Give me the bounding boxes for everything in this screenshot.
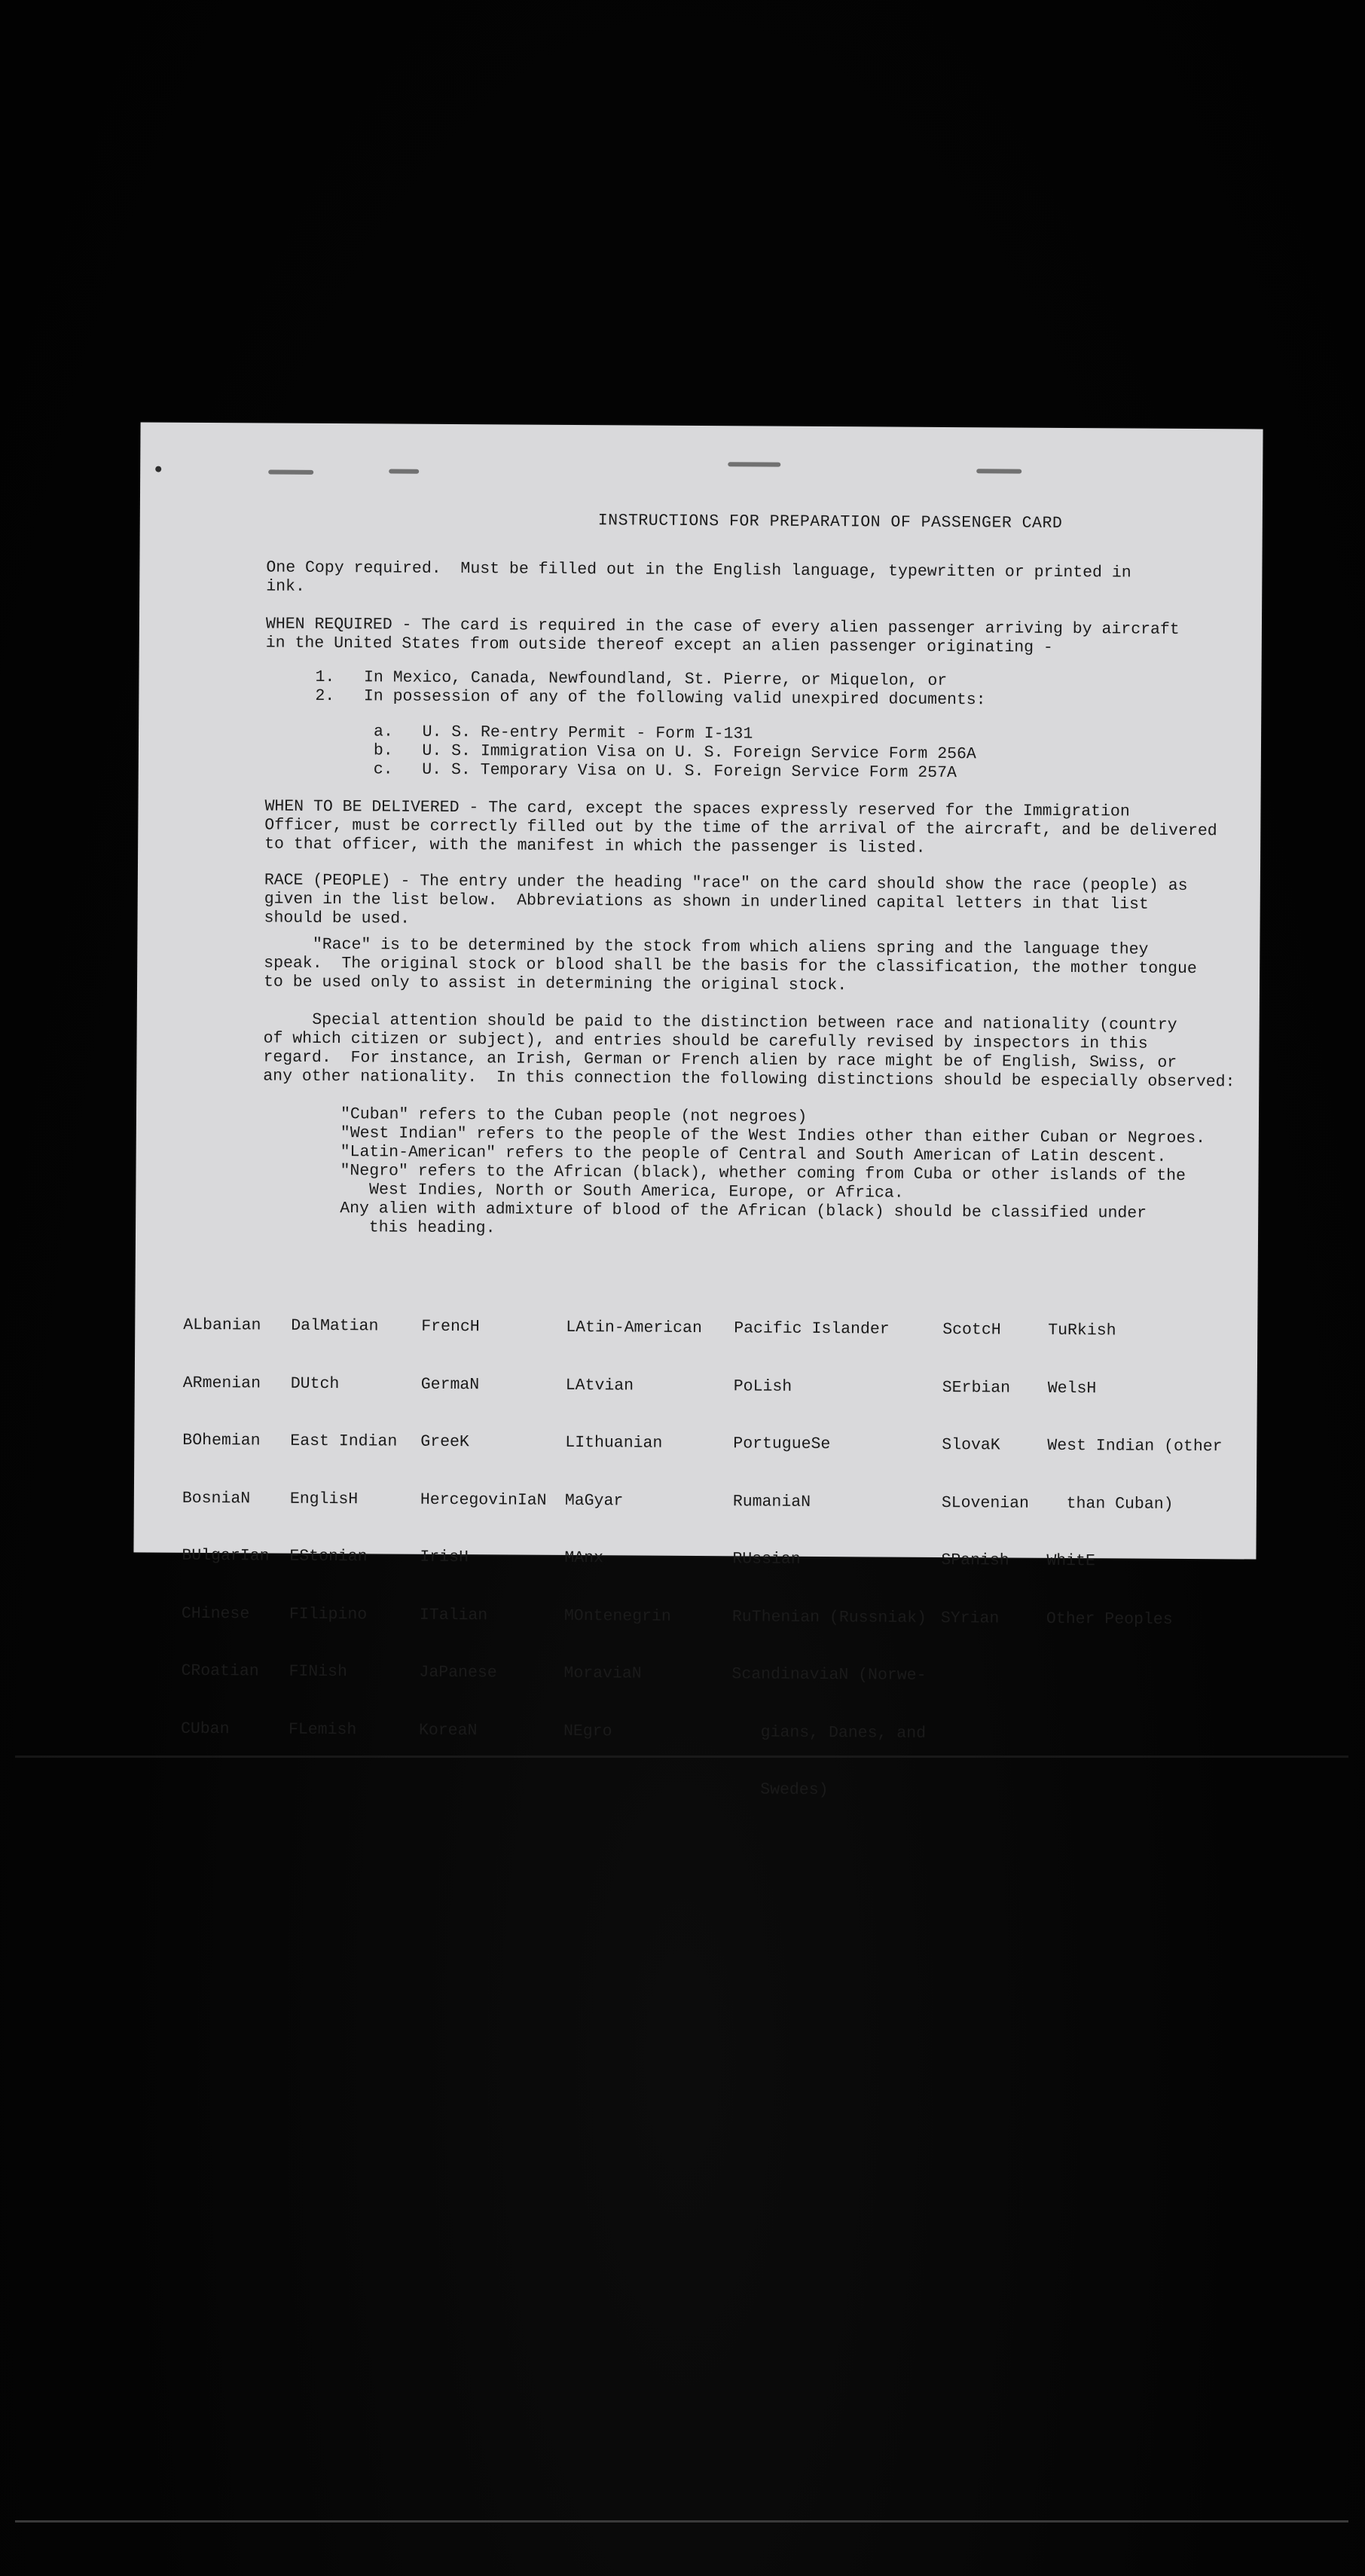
document-item-a: a. U. S. Re-entry Permit - Form I-131	[374, 723, 753, 744]
special-attention-line-1: Special attention should be paid to the distinction between race and nationality (country	[263, 1010, 1177, 1034]
race-entry: SLovenian	[941, 1493, 1030, 1513]
race-entry: LAtvian	[565, 1376, 634, 1395]
race-entry: East Indian	[290, 1432, 398, 1451]
intro-line-2: ink.	[266, 577, 305, 596]
distinction-line-3: "Latin-American" refers to the people of Central and South American of Latin descent.	[340, 1143, 1167, 1166]
race-determined-line-3: to be used only to assist in determining the original stock.	[263, 973, 847, 995]
race-column-6	[941, 1282, 1031, 1667]
race-entry: than Cuban)	[1046, 1494, 1174, 1514]
race-entry: ScotcH	[942, 1320, 1001, 1340]
race-entry: BUlgarIan	[182, 1546, 270, 1566]
race-entry: SPanish	[941, 1551, 1009, 1570]
race-entry: RUssian	[732, 1550, 801, 1569]
race-entry: GreeK	[420, 1432, 469, 1452]
race-people-line-2: given in the list below. Abbreviations as shown in underlined capital letters in that list	[264, 890, 1149, 914]
race-entry: JaPanese	[419, 1663, 497, 1682]
when-required-line-2: in the United States from outside thereof except an alien passenger originating -	[265, 634, 1053, 657]
race-entry: ScandinaviaN (Norwe-	[731, 1665, 927, 1685]
race-entry: FINish	[289, 1662, 347, 1682]
race-entry: Pacific Islander	[734, 1319, 890, 1339]
race-column-7	[1046, 1283, 1223, 1668]
distinction-line-6: Any alien with admixture of blood of the African (black) should be classified under	[340, 1199, 1147, 1223]
race-entry: FLemish	[288, 1720, 357, 1739]
race-entry: TuRkish	[1048, 1321, 1116, 1340]
race-entry: RumaniaN	[732, 1492, 811, 1511]
when-delivered-line-1: WHEN TO BE DELIVERED - The card, except the spaces expressly reserved for the Immigration	[264, 797, 1130, 821]
race-column-3	[419, 1279, 548, 1780]
race-entry: ARmenian	[182, 1374, 261, 1392]
race-people-line-3: should be used.	[264, 909, 411, 928]
when-required-line-1: WHEN REQUIRED - The card is required in the case of every alien passenger arriving by aircraft	[265, 615, 1180, 639]
race-entry: HercegovinIaN	[420, 1490, 547, 1510]
race-determined-line-1: "Race" is to be determined by the stock from which aliens spring and the language they	[264, 935, 1149, 959]
race-entry: MAnx	[564, 1548, 604, 1568]
race-entry: LAtin-American	[566, 1318, 702, 1338]
special-attention-line-3: regard. For instance, an Irish, German or French alien by race might be of English, Swiss, or	[263, 1048, 1177, 1072]
race-entry: SYrian	[940, 1609, 1000, 1627]
document-item-b: b. U. S. Immigration Visa on U. S. Foreign Service Form 256A	[373, 741, 976, 764]
race-entry: BosniaN	[182, 1489, 251, 1508]
distinction-line-4: "Negro" refers to the African (black), whether coming from Cuba or other islands of the	[340, 1162, 1186, 1185]
race-people-line-1: RACE (PEOPLE) - The entry under the heading "race" on the card should show the race (people) as	[264, 871, 1188, 895]
race-entry: EStonian	[289, 1547, 368, 1566]
race-entry: Swedes)	[731, 1780, 829, 1800]
race-entry: BOhemian	[182, 1431, 261, 1450]
smudge	[728, 462, 780, 466]
special-attention-line-4: any other nationality. In this connection the following distinctions should be especially observed:	[263, 1067, 1235, 1092]
race-entry: PortugueSe	[733, 1435, 831, 1454]
when-delivered-line-2: Officer, must be correctly filled out by the time of the arrival of the aircraft, and be delivered	[264, 816, 1217, 841]
race-entry: MaGyar	[564, 1491, 624, 1510]
race-entry: GermaN	[420, 1375, 480, 1394]
race-entry: WelsH	[1047, 1379, 1097, 1398]
race-column-4	[563, 1280, 703, 1780]
race-entry: LIthuanian	[565, 1433, 663, 1453]
race-column-2	[289, 1279, 399, 1779]
race-entry: FrencH	[421, 1317, 480, 1337]
race-entry: ALbanian	[183, 1316, 261, 1335]
required-item-2: 2. In possession of any of the following valid unexpired documents:	[315, 686, 986, 710]
race-entry: KoreaN	[418, 1721, 478, 1740]
race-entry: FIlipino	[289, 1605, 368, 1624]
distinction-line-7: this heading.	[339, 1218, 496, 1238]
race-column-1	[181, 1278, 271, 1778]
race-entry: MoraviaN	[563, 1664, 642, 1683]
page-title: INSTRUCTIONS FOR PREPARATION OF PASSENGER CARD	[597, 512, 1063, 533]
required-item-1: 1. In Mexico, Canada, Newfoundland, St. Pierre, or Miquelon, or	[315, 668, 948, 691]
race-entry: RuThenian (Russniak)	[731, 1607, 927, 1627]
distinction-line-1: "Cuban" refers to the Cuban people (not negroes)	[340, 1105, 808, 1126]
race-column-5	[731, 1281, 929, 1839]
distinction-line-5: West Indies, North or South America, Europe, or Africa.	[340, 1181, 904, 1202]
race-entry: CUban	[180, 1719, 230, 1738]
when-delivered-line-3: to that officer, with the manifest in which the passenger is listed.	[264, 835, 926, 857]
race-determined-line-2: speak. The original stock or blood shall be the basis for the classification, the mother tongue	[264, 954, 1197, 979]
smudge	[976, 469, 1021, 473]
smudge	[389, 469, 419, 473]
race-entry: CRoatian	[181, 1661, 259, 1681]
document-page	[133, 422, 1263, 1800]
race-entry: SErbian	[942, 1378, 1011, 1398]
race-entry: NEgro	[563, 1722, 612, 1740]
race-entry: WhitE	[1046, 1551, 1095, 1571]
document-item-c: c. U. S. Temporary Visa on U. S. Foreign Service Form 257A	[373, 760, 957, 783]
race-entry: IrisH	[420, 1548, 469, 1567]
race-entry: Other Peoples	[1046, 1609, 1173, 1629]
race-entry: DUtch	[290, 1374, 340, 1393]
intro-line-1: One Copy required. Must be filled out in the English language, typewritten or printed in	[266, 558, 1131, 582]
race-entry: SlovaK	[942, 1435, 1000, 1455]
race-entry: DalMatian	[291, 1316, 379, 1336]
special-attention-line-2: of which citizen or subject), and entries should be carefully revised by inspectors in this	[263, 1029, 1148, 1053]
race-entry: CHinese	[181, 1604, 250, 1623]
race-entry: West Indian (other	[1047, 1436, 1223, 1456]
race-entry: MOntenegrin	[563, 1606, 671, 1626]
race-entry: gians, Danes, and	[731, 1722, 927, 1743]
race-entry: PoLish	[733, 1377, 792, 1396]
race-entry: ITalian	[419, 1606, 488, 1624]
distinction-line-2: "West Indian" refers to the people of the West Indies other than either Cuban or Negroes.	[340, 1124, 1206, 1148]
race-entry: EnglisH	[289, 1490, 359, 1508]
smudge	[268, 470, 313, 475]
document-body	[263, 509, 1238, 1238]
scanner-line	[15, 2520, 1348, 2523]
